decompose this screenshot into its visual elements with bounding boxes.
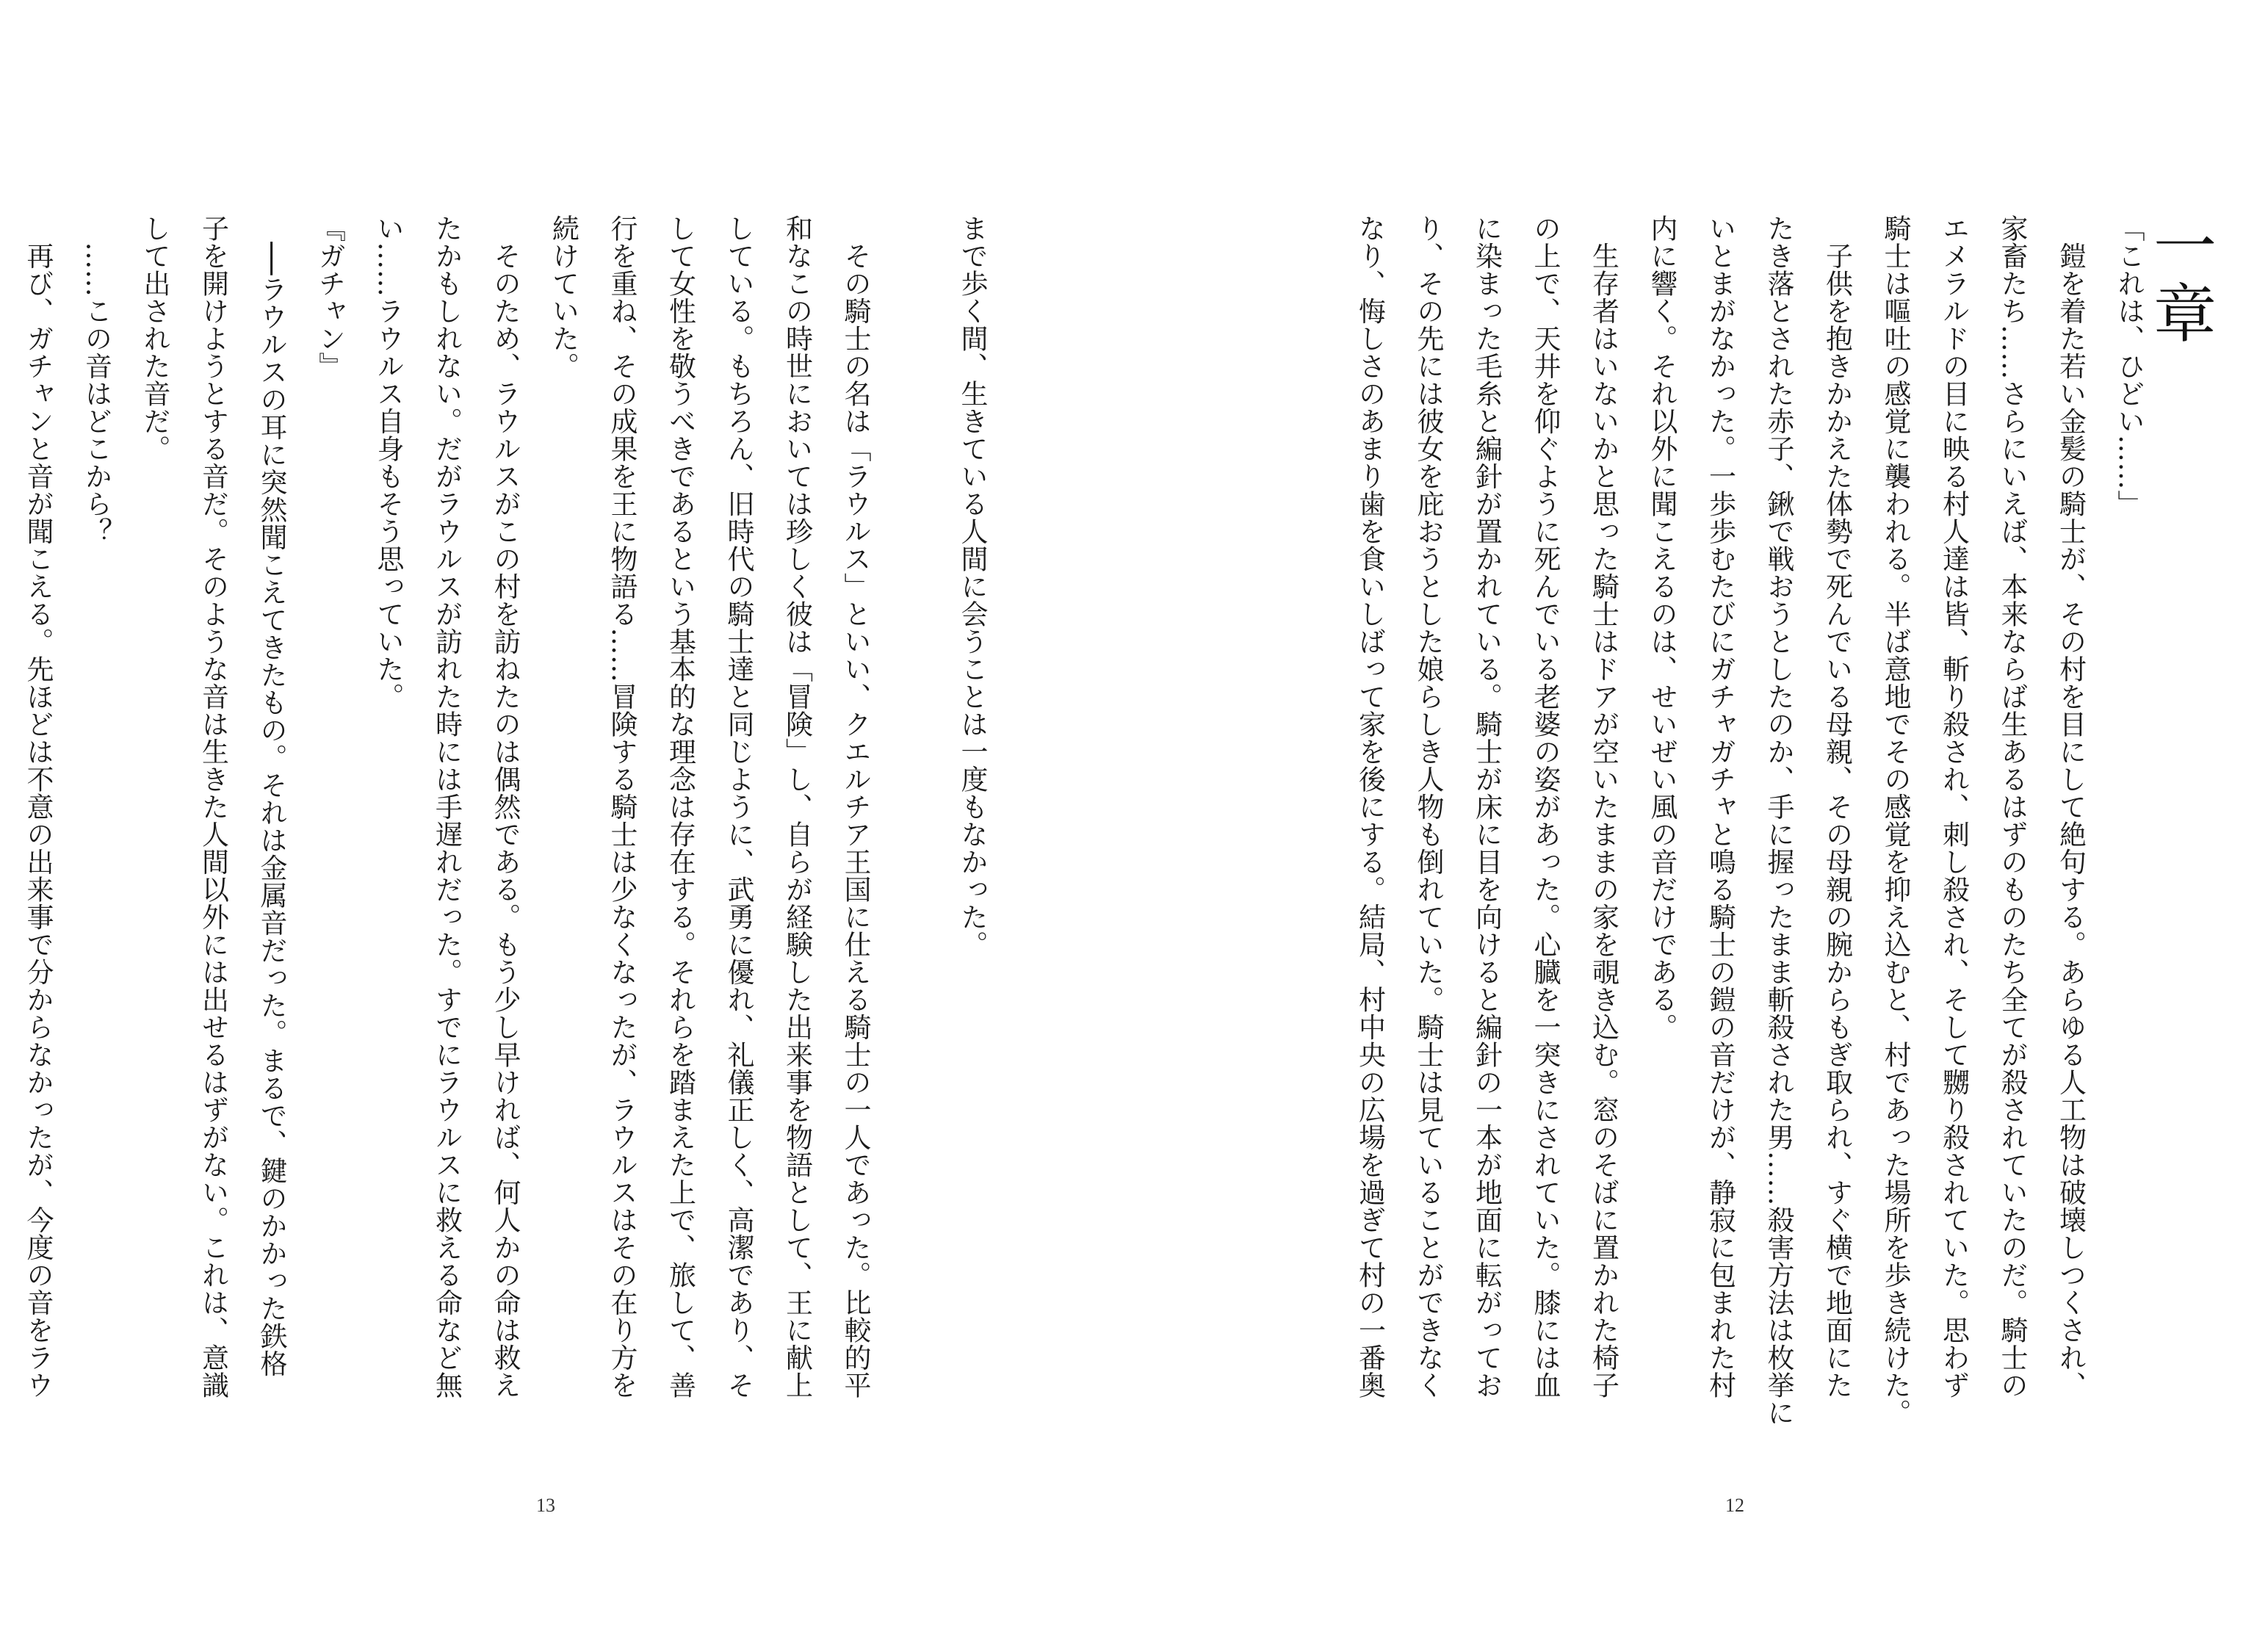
text-line: して出された音だ。	[139, 214, 170, 463]
text-line: 家畜たち……さらにいえば、本来ならば生あるはずのものたち全てが殺されていたのだ。騎士の	[1996, 214, 2028, 1399]
text-line: 子供を抱きかかえた体勢で死んでいる母親、その母親の腕からもぎ取られ、すぐ横で地面にた	[1821, 214, 1853, 1399]
blank-line	[884, 214, 943, 1492]
text-line: その騎士の名は「ラウルス」といい、クエルチア王国に仕える騎士の一人であった。比較的平	[839, 214, 871, 1399]
text-line: 騎士は嘔吐の感覚に襲われる。半ば意地でその感覚を抑え込むと、村であった場所を歩き続けた。	[1879, 214, 1911, 1426]
text-line: 生存者はいないかと思った騎士はドアが空いたままの家を覗き込む。窓のそばに置かれた椅子	[1587, 214, 1619, 1399]
text-line: なり、悔しさのあまり歯を食いしばって家を後にする。結局、村中央の広場を過ぎて村の一番奥	[1354, 214, 1386, 1399]
text-line: り、その先には彼女を庇おうとした娘らしき人物も倒れていた。騎士は見ていることができなく	[1412, 214, 1444, 1399]
text-line: いとまがなかった。一歩歩むたびにガチャガチャと鳴る騎士の鎧の音だけが、静寂に包まれた村	[1704, 214, 1736, 1399]
text-line: エメラルドの目に映る村人達は皆、斬り殺され、刺し殺され、そして嬲り殺されていた。思わず	[1937, 214, 1970, 1399]
text-line: たき落とされた赤子、鍬で戦おうとしたのか、手に握ったまま斬殺された男……殺害方法は枚挙に	[1763, 214, 1794, 1426]
text-line: 内に響く。それ以外に聞こえるのは、せいぜい風の音だけである。	[1646, 214, 1677, 1041]
text-line: ……この音はどこから？	[80, 214, 112, 545]
text-line: 子を開けようとする音だ。そのような音は生きた人間以外には出せるはずがない。これは、意識	[197, 214, 229, 1399]
left-page-body	[0, 214, 1001, 1492]
right-page	[1134, 0, 2268, 1632]
text-line: たかもしれない。だがラウルスが訪れた時には手遅れだった。すでにラウルスに救える命など無	[430, 214, 463, 1399]
text-line: して女性を敬うべきであるという基本的な理念は存在する。それらを踏まえた上で、旅して、善	[664, 214, 696, 1399]
page-number: 12	[1725, 1495, 1744, 1516]
text-line	[0, 214, 9, 1492]
text-line: 続けていた。	[547, 214, 579, 380]
text-line: 再び、ガチャンと音が聞こえる。先ほどは不意の出来事で分からなかったが、今度の音をラウ	[22, 214, 54, 1399]
text-line: の上で、天井を仰ぐように死んでいる老婆の姿があった。心臓を一突きにされていた。膝には血	[1529, 214, 1561, 1399]
text-line: 鎧を着た若い金髪の騎士が、その村を目にして絶句する。あらゆる人工物は破壊しつくされ、	[2054, 214, 2087, 1399]
right-page-body	[1340, 214, 2158, 1492]
chapter-title: 一章	[2142, 213, 2216, 348]
text-line: 和なこの時世においては珍しく彼は「冒険」し、自らが経験した出来事を物語として、王に献上	[781, 214, 813, 1399]
text-line: 『ガチャン』	[314, 214, 346, 380]
text-line: まで歩く間、生きている人間に会うことは一度もなかった。	[956, 214, 988, 958]
text-line: している。もちろん、旧時代の騎士達と同じように、武勇に優れ、礼儀正しく、高潔であり、そ	[723, 214, 754, 1399]
page-number: 13	[536, 1495, 555, 1516]
text-line: い……ラウルス自身もそう思っていた。	[372, 214, 404, 710]
text-line: ──ラウルスの耳に突然聞こえてきたもの。それは金属音だった。まるで、鍵のかかった鉄格	[256, 214, 287, 1378]
text-line: そのため、ラウルスがこの村を訪ねたのは偶然である。もう少し早ければ、何人かの命は救え	[489, 214, 521, 1399]
text-line: 行を重ね、その成果を王に物語る……冒険する騎士は少なくなったが、ラウルスはその在り方を	[606, 214, 638, 1399]
text-line: 「これは、ひどい……」	[2113, 214, 2145, 518]
text-line: に染まった毛糸と編針が置かれている。騎士が床に目を向けると編針の一本が地面に転がってお	[1470, 214, 1503, 1399]
